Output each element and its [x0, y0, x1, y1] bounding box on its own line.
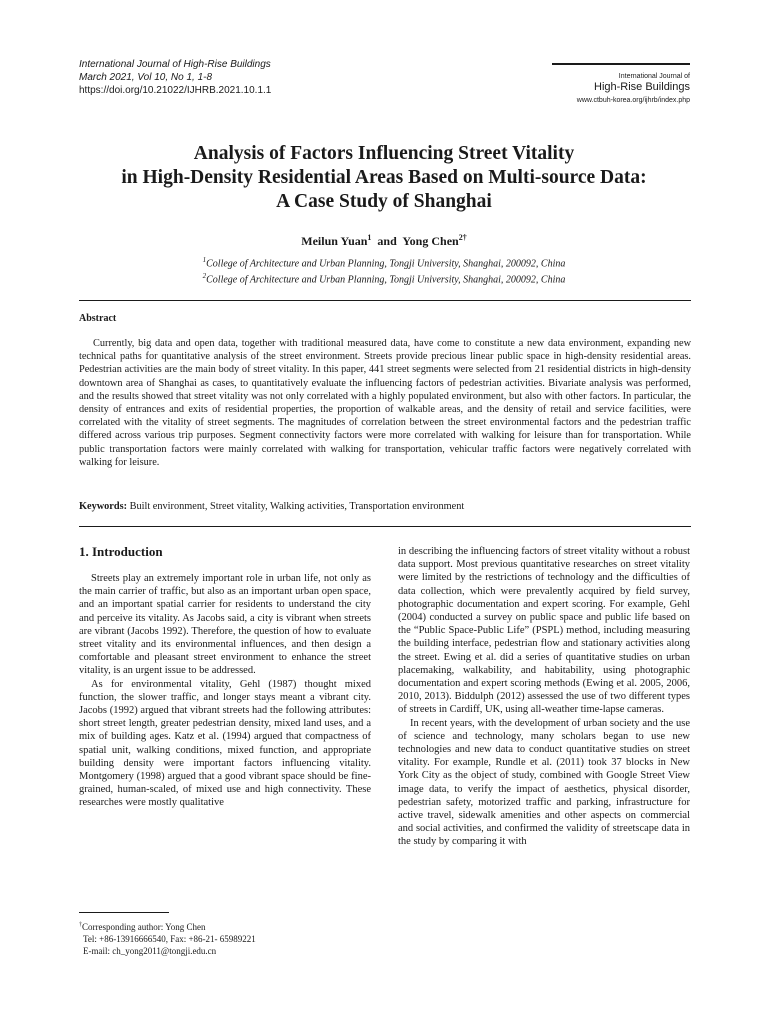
journal-logo — [552, 63, 690, 106]
author-sup: 2† — [458, 233, 467, 242]
title-line: in High-Density Residential Areas Based on Multi-source Data: — [121, 167, 647, 188]
contact-phone: Tel: +86-13916666540, Fax: +86-21- 65989221 — [83, 934, 256, 944]
paragraph: In recent years, with the development of urban society and the use of science and technology, many scholars began to use new technologies and new data to conduct quantitative studies on street vitality. For example, Rundle et al. (2011) took 37 blocks in New York City as the object of study, combined with Google Street View image data, to verify the impact of aesthetics, physical disorder, pedestrian safety, motorized traffic and parking, infrastructure for active travel, sidewalk amenities and other aspects on commercial and social activities, and confirmed the validity of streetscape data in the study by comparing it with — [398, 717, 690, 848]
section-heading: 1. Introduction — [79, 544, 163, 559]
contact-email[interactable]: E-mail: ch_yong2011@tongji.edu.cn — [83, 946, 217, 956]
paper-title — [0, 142, 768, 214]
keywords — [79, 500, 691, 513]
footnote-mark: † — [79, 922, 82, 928]
authors — [0, 230, 768, 249]
footnote-rule — [79, 912, 169, 913]
author-conjunction: and — [377, 234, 397, 248]
right-column — [398, 545, 690, 849]
keywords-label: Keywords: — [79, 501, 128, 512]
paragraph: As for environmental vitality, Gehl (1987) thought mixed function, the slower traffic, and longer stays meant a vibrant city. Jacobs (1992) argued that vibrant streets had the following attributes: short street length, greater pedestrian density, mixed land uses, and a mix of building ages. Katz et al. (1994) argued that compactness of spatial unit, walking conditions, mixed function, and appropriate building density were important factors influencing vitality. Montgomery (1998) argued that a good vibrant space should be fine-grained, human-scaled, of mixed use and high connectivity. These researches were mostly qualitative — [79, 678, 371, 809]
author-name: Yong Chen — [402, 234, 459, 248]
abstract-heading: Abstract — [79, 313, 117, 324]
journal-name: International Journal of High-Rise Buildings — [79, 59, 271, 70]
logo-top-text: International Journal of — [618, 73, 690, 80]
author-name: Meilun Yuan — [301, 234, 368, 248]
paragraph: Streets play an extremely important role in urban life, not only as the main carrier of traffic, but also as an important urban open space, and an important spatial carrier for residents to understand the city and perceive its vitality. As Jacobs said, a city is vibrant when streets are vibrant (Jacobs 1992). Therefore, the question of how to evaluate street vitality and its environmental influences, and then design a comfortable and pleasant street environment to enhance the street vitality, is an urgent issue to be addressed. — [79, 573, 371, 677]
divider — [79, 300, 691, 301]
title-line: Analysis of Factors Influencing Street Vitality — [193, 143, 575, 164]
author-sup: 1 — [367, 233, 372, 242]
logo-main-text: High-Rise Buildings — [594, 81, 690, 93]
affiliation: $^1$College of Architecture and Urban Planning, Tongji University, Shanghai, 200092, China — [202, 256, 566, 270]
divider — [79, 526, 691, 527]
journal-issue: March 2021, Vol 10, No 1, 1-8 — [79, 72, 213, 83]
paragraph: in describing the influencing factors of street vitality without a robust data support. Most previous quantitative researches on street vitality were limited by the restrictions of technology and the difficulties of data collection, which were prevalently acquired by field survey, photographic documentation and expert scoring. For example, Gehl (2004) conducted a survey on public space and public life based on the “Public Space-Public Life” (PSPL) method, including measuring the building interface, pedestrian flow and stationary activities along the street. Ewing et al. did a series of quantitative studies on urban placemaking, walkability, and habitability, using photographic documentation and expert scoring methods (Ewing et al. 2005, 2006, 2010, 2013). Biddulph (2012) assessed the use of two different types of streets in Cardiff, UK, using all-weather time-lapse cameras. — [398, 546, 690, 716]
journal-header — [79, 58, 271, 97]
title-line: A Case Study of Shanghai — [276, 191, 492, 212]
affiliation: $^2$College of Architecture and Urban Planning, Tongji University, Shanghai, 200092, China — [202, 272, 566, 286]
affiliations — [0, 254, 768, 287]
abstract-text: Currently, big data and open data, together with traditional measured data, have come to constitute a new data environment, expanding new technical paths for quantitative analysis of the street environment. Streets provide precious linear public space in high-density residential areas. Pedestrian activities are the main body of street vitality. In this paper, 441 street segments were selected from 21 residential districts in high-density downtown area of Shanghai as cases, to quantitatively evaluate the influencing factors of pedestrian activities. Bivariate analysis was performed, and the results showed that street vitality was not only correlated with a highly populated environment, but also with other factors. In particular, the density of entrances and exits of residential properties, the proportion of walkable areas, and the density of retail and service facilities, were correlated with the vitality of street segments. The magnitudes of correlation between the street environmental factors and the pedestrian traffic differed across various trip purposes. Segment connectivity factors were more correlated with walking for leisure than for transportation. While public transportation factors were mainly correlated with walking for transportation, vehicular traffic factors were negatively correlated with walking for leisure. — [79, 338, 691, 468]
footnote — [79, 919, 256, 957]
keywords-text: Built environment, Street vitality, Walking activities, Transportation environment — [129, 501, 465, 512]
doi-link[interactable]: https://doi.org/10.21022/IJHRB.2021.10.1.1 — [79, 85, 272, 96]
left-column — [79, 544, 371, 810]
journal-url[interactable]: www.ctbuh-korea.org/ijhrb/index.php — [576, 97, 690, 104]
corresponding-author: Corresponding author: Yong Chen — [82, 922, 206, 932]
